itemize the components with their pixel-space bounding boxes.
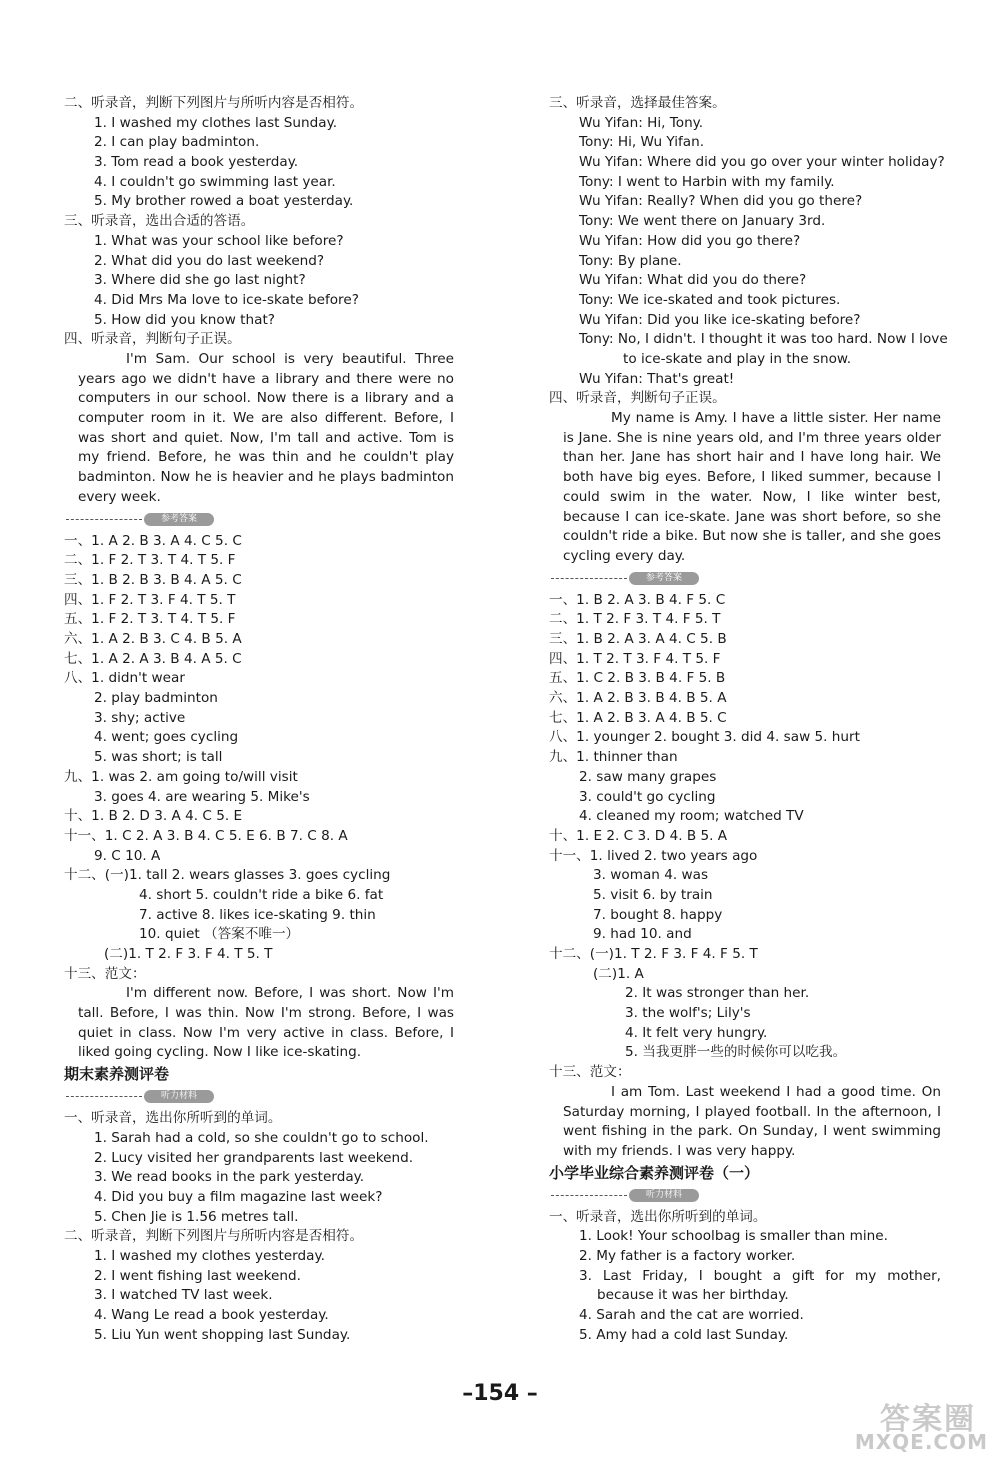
text-line: 4. Did Mrs Ma love to ice-skate before?: [94, 291, 359, 308]
text-line: 7. bought 8. happy: [593, 906, 723, 923]
text-line: 二、听录音，判断下列图片与所听内容是否相符。: [64, 1228, 364, 1245]
text-line: Tony: No, I didn't. I thought it was too hard. Now I love: [579, 331, 948, 348]
text-line: 四、听录音，判断句子正误。: [64, 331, 241, 348]
text-line: 十二、(一)1. tall 2. wears glasses 3. goes cycling: [64, 867, 391, 884]
watermark-logo: 答案圈: [880, 1402, 976, 1437]
text-line: 4. short 5. couldn't ride a bike 6. fat: [139, 886, 384, 903]
text-line: 2. What did you do last weekend?: [94, 252, 325, 269]
text-line: (二)1. T 2. F 3. F 4. T 5. T: [104, 946, 273, 962]
text-line: 十一、1. C 2. A 3. B 4. C 5. E 6. B 7. C 8. A: [64, 827, 348, 844]
text-line: 3. goes 4. are wearing 5. Mike's: [94, 788, 310, 805]
text-line: 1. Sarah had a cold, so she couldn't go to school.: [94, 1129, 429, 1146]
text-line: 五、1. C 2. B 3. B 4. F 5. B: [549, 670, 726, 687]
text-line: 2. Lucy visited her grandparents last weekend.: [94, 1149, 414, 1166]
text-line: 5. How did you know that?: [94, 311, 275, 328]
text-line: 5. Chen Jie is 1.56 metres tall.: [94, 1208, 299, 1225]
text-paragraph: I'm different now. Before, I was short. Now I'm tall. Before, I was thin. Now I'm strong. Before, I was quiet in class. Now I'm very active in class. Before, I liked going cycling. Now I like ice-skating.: [78, 985, 454, 1061]
text-line: 十二、(一)1. T 2. F 3. F 4. F 5. T: [549, 946, 758, 962]
text-line: 4. Did you buy a film magazine last week?: [94, 1188, 383, 1205]
text-line: 5. visit 6. by train: [593, 886, 713, 903]
text-line: 4. Wang Le read a book yesterday.: [94, 1307, 329, 1324]
watermark-url: MXQE.COM: [854, 1430, 988, 1454]
text-line: 4. cleaned my room; watched TV: [579, 808, 804, 825]
text-paragraph: 3. Last Friday, I bought a gift for my mother, because it was her birthday.: [579, 1267, 941, 1304]
divider-tag: 听力材料: [144, 1090, 214, 1103]
text-line: 九、1. thinner than: [549, 749, 678, 766]
section-title: 期末素养测评卷: [64, 1065, 170, 1084]
text-line: 八、1. didn't wear: [64, 670, 185, 687]
text-line: 2. It was stronger than her.: [625, 985, 810, 1002]
section-divider: [64, 510, 454, 530]
text-line: Wu Yifan: That's great!: [579, 370, 735, 387]
text-line: 5. 当我更胖一些的时候你可以吃我。: [625, 1044, 847, 1061]
text-line: 三、听录音，选出合适的答语。: [64, 213, 255, 230]
text-line: 3. woman 4. was: [593, 867, 709, 884]
text-line: 一、听录音，选出你所听到的单词。: [64, 1110, 282, 1127]
text-line: 3. Where did she go last night?: [94, 272, 306, 289]
text-line: 3. Tom read a book yesterday.: [94, 154, 299, 171]
text-line: 9. had 10. and: [593, 926, 692, 943]
text-line: 十三、范文：: [64, 965, 146, 982]
text-line: Tony: I went to Harbin with my family.: [579, 173, 835, 190]
text-line: Wu Yifan: Did you like ice-skating before?: [579, 311, 861, 328]
text-line: 5. Liu Yun went shopping last Sunday.: [94, 1326, 351, 1343]
text-line: 六、1. A 2. B 3. C 4. B 5. A: [64, 631, 242, 647]
text-line: (二)1. A: [593, 965, 644, 982]
right-column: [549, 94, 948, 1345]
text-line: 3. We read books in the park yesterday.: [94, 1169, 365, 1186]
text-line: 七、1. A 2. B 3. A 4. B 5. C: [549, 709, 727, 726]
text-line: 一、1. B 2. A 3. B 4. F 5. C: [549, 591, 726, 608]
text-line: 2. play badminton: [94, 690, 218, 707]
text-line: 1. Look! Your schoolbag is smaller than mine.: [579, 1228, 888, 1245]
section-title: 小学毕业综合素养测评卷（一）: [549, 1163, 760, 1182]
divider-tag: 参考答案: [144, 513, 214, 526]
section-divider: [64, 1087, 454, 1107]
text-line: 2. My father is a factory worker.: [579, 1248, 796, 1264]
text-line: 5. My brother rowed a boat yesterday.: [94, 193, 354, 210]
text-line: 1. I washed my clothes yesterday.: [94, 1248, 325, 1264]
divider-rule: [66, 519, 142, 520]
text-line: 2. I can play badminton.: [94, 134, 260, 151]
text-line: 2. saw many grapes: [579, 768, 717, 785]
section-divider: [549, 569, 941, 589]
text-line: 十、1. E 2. C 3. D 4. B 5. A: [549, 827, 728, 844]
divider-rule: [551, 1195, 627, 1196]
text-line: Tony: By plane.: [579, 252, 682, 269]
text-line: 4. It felt very hungry.: [625, 1024, 768, 1041]
text-line: 六、1. A 2. B 3. B 4. B 5. A: [549, 690, 727, 707]
text-line: 四、1. F 2. T 3. F 4. T 5. T: [64, 591, 236, 608]
text-line: 三、1. B 2. A 3. A 4. C 5. B: [549, 631, 727, 647]
text-line: 3. I watched TV last week.: [94, 1287, 273, 1304]
text-line: 二、1. T 2. F 3. T 4. F 5. T: [549, 611, 721, 628]
text-line: 2. I went fishing last weekend.: [94, 1267, 301, 1284]
text-line: 1. What was your school like before?: [94, 232, 344, 249]
page-number: –154 –: [462, 1381, 538, 1406]
left-column: [64, 94, 454, 1345]
text-paragraph: My name is Amy. I have a little sister. Her name is Jane. She is nine years old, and I'm three years older than her. Jane has short hair and I have long hair. We both have big eyes. Before, I liked summer, because I could swim in the water. Now, I like winter best, because I can ice-skate. Jane was short before, so she couldn't ride a bike. But now she is taller, and she goes cycling every day.: [563, 410, 941, 564]
text-line: Wu Yifan: How did you go there?: [579, 232, 801, 249]
text-line: 4. Sarah and the cat are worried.: [579, 1307, 804, 1324]
text-line: 九、1. was 2. am going to/will visit: [64, 768, 298, 785]
text-line: 三、1. B 2. B 3. B 4. A 5. C: [64, 571, 242, 588]
divider-rule: [66, 1096, 142, 1097]
text-line: Wu Yifan: What did you do there?: [579, 272, 807, 289]
text-line: 三、听录音，选择最佳答案。: [549, 95, 726, 111]
text-line: 七、1. A 2. A 3. B 4. A 5. C: [64, 650, 242, 667]
text-line: 5. was short; is tall: [94, 749, 223, 766]
text-line: 五、1. F 2. T 3. T 4. T 5. F: [64, 611, 236, 628]
text-line: 十一、1. lived 2. two years ago: [549, 847, 758, 864]
text-line: 十、1. B 2. D 3. A 4. C 5. E: [64, 808, 243, 825]
text-line: 3. the wolf's; Lily's: [625, 1005, 751, 1022]
text-line: 十三、范文：: [549, 1064, 631, 1081]
text-line: Tony: Hi, Wu Yifan.: [579, 134, 705, 151]
text-line: 4. I couldn't go swimming last year.: [94, 173, 336, 190]
text-line: Wu Yifan: Really? When did you go there?: [579, 193, 863, 210]
text-line: 5. Amy had a cold last Sunday.: [579, 1326, 789, 1343]
text-line: 9. C 10. A: [94, 847, 161, 864]
text-line: 二、听录音，判断下列图片与所听内容是否相符。: [64, 95, 364, 111]
divider-tag: 听力材料: [629, 1189, 699, 1202]
text-line: 7. active 8. likes ice-skating 9. thin: [139, 906, 376, 923]
text-line: Tony: We went there on January 3rd.: [579, 213, 826, 230]
divider-rule: [551, 578, 627, 579]
text-paragraph: I am Tom. Last weekend I had a good time. On Saturday morning, I played football. In the afternoon, I went fishing in the park. On Sunday, I went swimming with my friends. I was very happy.: [563, 1083, 941, 1159]
text-line: 四、听录音，判断句子正误。: [549, 390, 726, 407]
text-line: 八、1. younger 2. bought 3. did 4. saw 5. hurt: [549, 729, 860, 746]
text-line: 一、听录音，选出你所听到的单词。: [549, 1208, 767, 1225]
section-divider: [549, 1186, 941, 1206]
text-line: 1. I washed my clothes last Sunday.: [94, 114, 338, 131]
text-line: 10. quiet （答案不唯一）: [139, 926, 300, 943]
text-line: 一、1. A 2. B 3. A 4. C 5. C: [64, 532, 242, 549]
text-paragraph: I'm Sam. Our school is very beautiful. Three years ago we didn't have a library and there were no computers in our school. Now there is a library and a computer room in it. We are also different. Before, I was short and quiet. Now, I'm tall and active. Tom is my friend. Before, he was thin and he couldn't play badminton. Now he is heavier and he plays badminton every week.: [78, 350, 454, 505]
text-line: 四、1. T 2. T 3. F 4. T 5. F: [549, 650, 721, 667]
text-line: 3. shy; active: [94, 709, 186, 726]
text-line: Wu Yifan: Where did you go over your winter holiday?: [579, 154, 945, 171]
divider-tag: 参考答案: [629, 572, 699, 585]
text-line: to ice-skate and play in the snow.: [623, 350, 852, 367]
text-line: 3. could't go cycling: [579, 788, 716, 805]
text-line: 二、1. F 2. T 3. T 4. T 5. F: [64, 552, 236, 569]
text-line: Wu Yifan: Hi, Tony.: [579, 114, 704, 131]
text-line: 4. went; goes cycling: [94, 729, 239, 746]
text-line: Tony: We ice-skated and took pictures.: [579, 291, 841, 308]
